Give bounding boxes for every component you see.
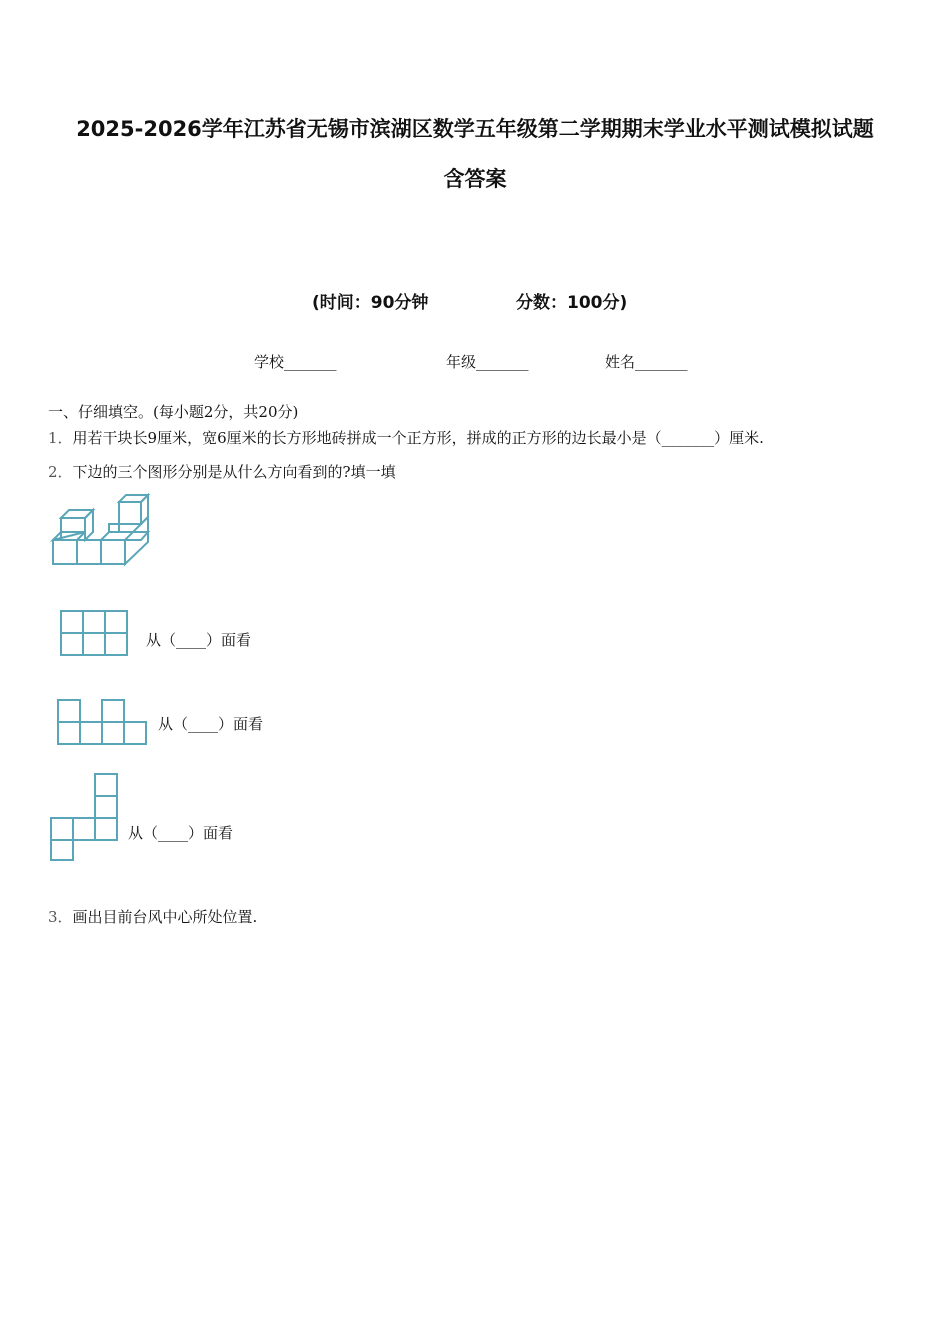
- view-1-label: 从（____）面看: [146, 631, 252, 649]
- name-field: 姓名_______: [605, 353, 688, 371]
- exam-time: (时间：90分钟: [312, 293, 429, 313]
- question-1-number: 1．: [48, 429, 73, 447]
- section-heading: 一、仔细填空。(每小题2分，共20分): [48, 403, 299, 421]
- question-2-text: 下边的三个图形分别是从什么方向看到的?填一填: [72, 463, 396, 481]
- question-3-text: 画出目前台风中心所处位置.: [72, 908, 258, 926]
- view-3-label: 从（____）面看: [128, 824, 234, 842]
- question-3-number: 3．: [48, 908, 73, 926]
- school-field: 学校_______: [254, 353, 337, 371]
- exam-score: 分数：100分): [516, 293, 628, 313]
- grade-field: 年级_______: [446, 353, 529, 371]
- question-1: [48, 427, 764, 448]
- view-1-figure: [58, 608, 130, 659]
- question-2: [48, 461, 396, 482]
- cube-arrangement-figure: [48, 492, 152, 568]
- view-2-label: 从（____）面看: [158, 715, 264, 733]
- view-3-figure: [48, 771, 120, 863]
- question-2-number: 2．: [48, 463, 73, 481]
- question-1-text: 用若干块长9厘米，宽6厘米的长方形地砖拼成一个正方形，拼成的正方形的边长最小是（_______）厘米.: [72, 429, 764, 447]
- title-line-1: 2025-2026学年江苏省无锡市滨湖区数学五年级第二学期期末学业水平测试模拟试题: [76, 117, 874, 141]
- question-3: [48, 906, 257, 927]
- title-line-2: 含答案: [443, 167, 507, 191]
- view-2-figure: [55, 697, 149, 747]
